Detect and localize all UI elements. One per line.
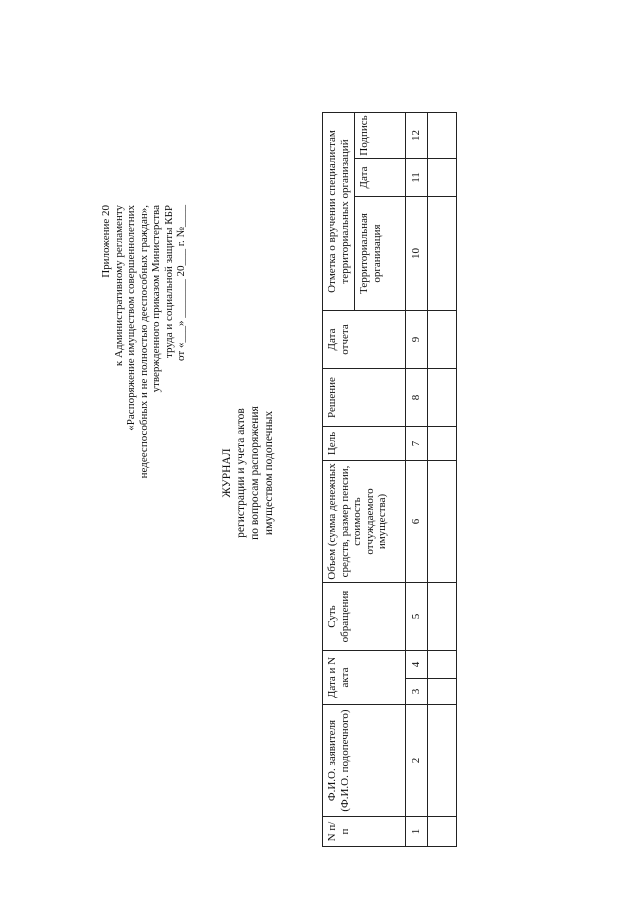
header-act: Дата и N акта: [323, 651, 406, 705]
column-number: 11: [406, 159, 428, 197]
journal-subtitle-line: регистрации и учета актов: [235, 408, 247, 538]
appendix-header: [100, 205, 188, 525]
table-cell[interactable]: [427, 369, 456, 427]
header-report-date: Дата отчета: [323, 311, 406, 369]
table-cell[interactable]: [427, 113, 456, 159]
column-number: 5: [406, 583, 428, 651]
column-number: 2: [406, 705, 428, 817]
table-cell[interactable]: [427, 817, 456, 847]
table-cell[interactable]: [427, 159, 456, 197]
header-date: Дата: [355, 159, 406, 197]
appendix-line: от «___» _______ 20___ г. №____: [175, 205, 187, 361]
table-cell[interactable]: [427, 679, 456, 705]
header-decision: Решение: [323, 369, 406, 427]
table-row: [427, 113, 456, 847]
appendix-line: недееспособных и не полностью дееспособных граждан»,: [137, 205, 150, 479]
table-cell[interactable]: [427, 197, 456, 311]
appendix-line: к Административному регламенту: [112, 205, 125, 367]
header-goal: Цель: [323, 427, 406, 461]
journal-heading: ЖУРНАЛ: [221, 448, 233, 498]
column-number: 3: [406, 679, 428, 705]
header-signature: Подпись: [355, 113, 406, 159]
column-number: 10: [406, 197, 428, 311]
journal-subtitle-line: имуществом подопечных: [263, 410, 275, 536]
journal-subtitle-line: по вопросам распоряжения: [249, 406, 261, 540]
header-fio: Ф.И.О. заявителя (Ф.И.О. подопечного): [323, 705, 406, 817]
header-territorial: Территориальная организация: [355, 197, 406, 311]
column-number: 6: [406, 461, 428, 583]
table-cell[interactable]: [427, 311, 456, 369]
column-number: 4: [406, 651, 428, 679]
journal-title: [220, 303, 276, 643]
column-number: 7: [406, 427, 428, 461]
column-number: 12: [406, 113, 428, 159]
column-number: 9: [406, 311, 428, 369]
table-cell[interactable]: [427, 651, 456, 679]
appendix-line: Приложение 20: [100, 205, 112, 278]
table-number-row: [406, 113, 428, 847]
header-num: N п/п: [323, 817, 406, 847]
header-mark: Отметка о вручении специалистам территориальных организаций: [323, 113, 355, 311]
table-cell[interactable]: [427, 583, 456, 651]
appendix-line: труда и социальной защиты КБР: [162, 205, 175, 358]
appendix-line: утвержденного приказом Министерства: [150, 205, 162, 393]
column-number: 8: [406, 369, 428, 427]
column-number: 1: [406, 817, 428, 847]
table-cell[interactable]: [427, 427, 456, 461]
table-cell[interactable]: [427, 705, 456, 817]
header-volume: Объем (сумма денежных средств, размер пенсии, стоимость отчуждаемого имущества): [323, 461, 406, 583]
table-header-row: [323, 113, 355, 847]
appendix-line: «Распоряжение имуществом совершеннолетних: [125, 205, 137, 431]
table-cell[interactable]: [427, 461, 456, 583]
journal-table: [322, 112, 457, 847]
header-essence: Суть обращения: [323, 583, 406, 651]
